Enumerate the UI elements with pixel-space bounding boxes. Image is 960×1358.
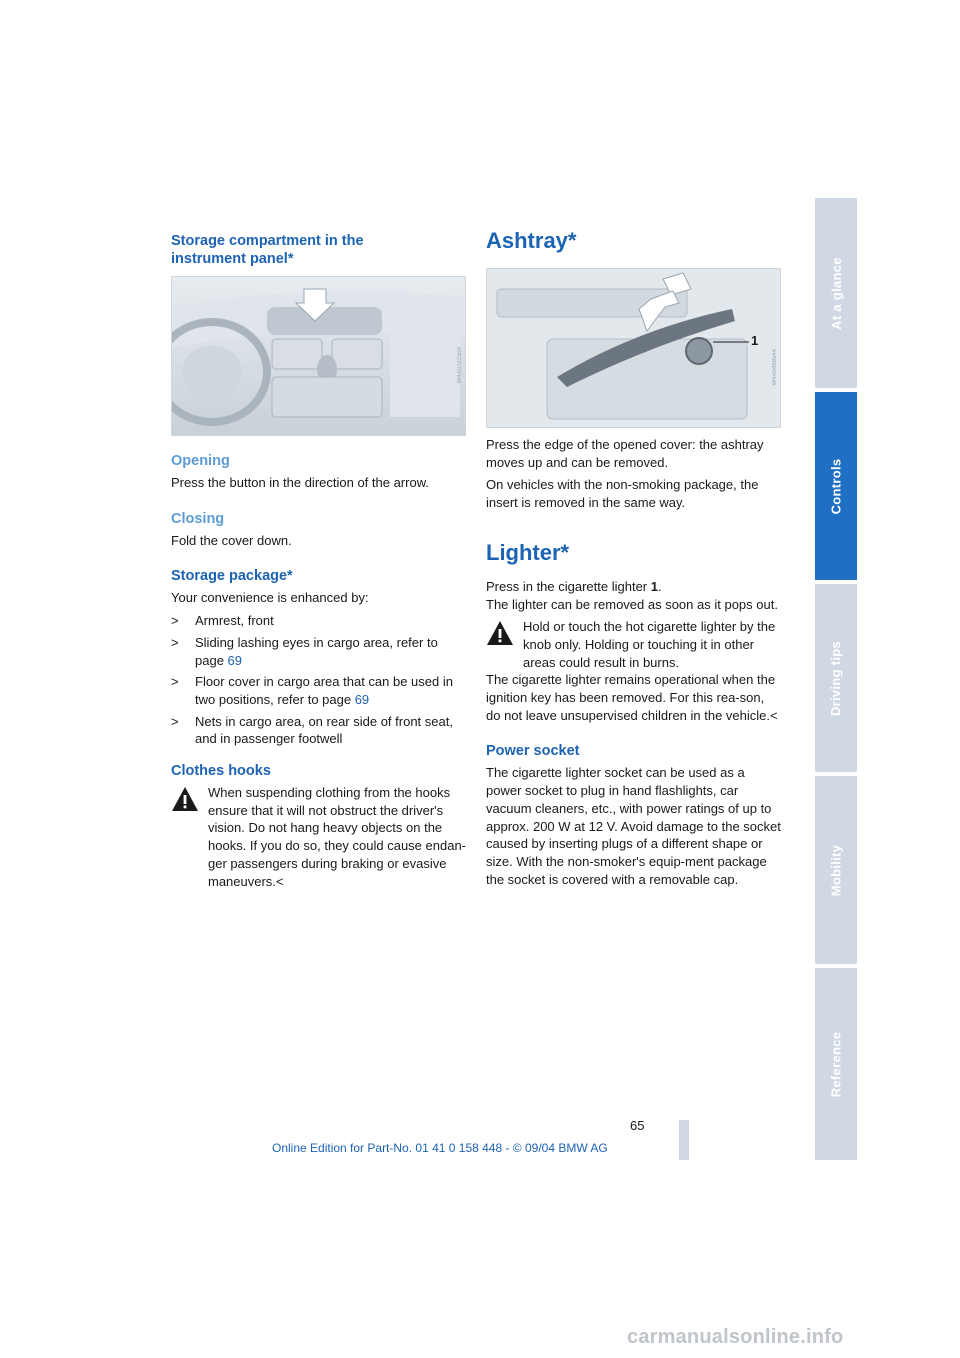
closing-text: Fold the cover down. — [171, 532, 292, 548]
page-link[interactable]: 69 — [354, 691, 370, 707]
clothes-hooks-warning-text: When suspending clothing from the hooks ensure that it will not obstruct the driver's vision. Do not hang heavy objects on the hooks. If you do so, they could cause endan-ger passengers during braking or evasive maneuvers. — [208, 785, 467, 889]
lighter-text-2: The lighter can be removed as soon as it pops out. — [486, 596, 778, 612]
side-tab-driving-tips[interactable]: Driving tips — [815, 584, 857, 772]
side-tab-reference[interactable]: Reference — [815, 968, 857, 1160]
callout-ref: 1 — [650, 578, 658, 594]
opening-text: Press the button in the direction of the arrow. — [171, 475, 429, 490]
ashtray-text-1: Press the edge of the opened cover: the ashtray moves up and can be removed. — [486, 437, 764, 470]
ashtray-photo — [486, 268, 781, 428]
list-item: > Floor cover in cargo area that can be used in two positions, refer to page 69 — [171, 674, 453, 707]
end-marker: < — [275, 873, 284, 889]
storage-package-list — [171, 612, 466, 748]
end-marker: < — [770, 707, 778, 723]
closing-heading: Closing — [171, 510, 225, 527]
clothes-hooks-heading: Clothes hooks — [171, 763, 271, 780]
lighter-text-1: Press in the cigarette lighter 1. — [486, 578, 662, 594]
ashtray-illustration — [487, 269, 780, 427]
callout-number: 1 — [751, 333, 759, 348]
storage-package-intro: Your convenience is enhanced by: — [171, 590, 369, 606]
warning-icon — [486, 620, 514, 646]
bullet-marker: > — [171, 613, 179, 629]
bullet-marker: > — [171, 674, 179, 690]
photo-code: W4A0488544 — [772, 349, 778, 386]
page-number: 65 — [630, 1118, 645, 1133]
clothes-hooks-warning — [171, 784, 466, 890]
photo-code: W4A0721504 — [457, 347, 463, 384]
watermark[interactable]: carmanualsonline.info — [627, 1326, 844, 1348]
left-column — [171, 232, 466, 890]
bullet-marker: > — [171, 713, 179, 729]
lighter-warning-text: Hold or touch the hot cigarette lighter by the knob only. Holding or touching it in other areas could result in burns. — [523, 619, 776, 670]
lighter-heading: Lighter* — [486, 539, 570, 565]
storage-package-heading: Storage package* — [171, 568, 293, 585]
warning-icon — [171, 786, 199, 812]
power-socket-text: The cigarette lighter socket can be used as a power socket to plug in hand flashlights, car vacuum cleaners, etc., with power ratings of up to approx. 200 W at 12 V. Avoid damage to the socket caused by inserting plugs of a different shape or size. With the non-smoker's equip-ment package the socket is covered with a removable cap. — [486, 765, 781, 887]
side-tab-at-a-glance[interactable]: At a glance — [815, 198, 857, 388]
list-item: > Sliding lashing eyes in cargo area, refer to page 69 — [171, 634, 438, 668]
power-socket-heading: Power socket — [486, 743, 580, 760]
lighter-warning — [486, 618, 782, 724]
side-tab-controls[interactable]: Controls — [815, 392, 857, 580]
right-column — [486, 228, 782, 888]
ashtray-text-2: On vehicles with the non-smoking package, the insert is removed in the same way. — [486, 477, 759, 511]
page-link[interactable]: 69 — [227, 652, 243, 668]
list-item: > Armrest, front — [171, 613, 274, 629]
lighter-warning-text-2: The cigarette lighter remains operational when the ignition key has been removed. For this rea-son, do not leave unsupervised children in the vehicle. — [486, 672, 776, 723]
bullet-marker: > — [171, 634, 179, 650]
instrument-panel-photo — [171, 276, 466, 436]
storage-compartment-heading: Storage compartment in the instrument panel* — [171, 233, 364, 267]
opening-heading: Opening — [171, 453, 230, 469]
page-number-bar — [679, 1120, 689, 1160]
ashtray-heading: Ashtray* — [486, 228, 577, 253]
list-item: > Nets in cargo area, on rear side of front seat, and in passenger footwell — [171, 713, 453, 747]
footer-text: Online Edition for Part-No. 01 41 0 158 448 - © 09/04 BMW AG — [272, 1141, 608, 1155]
side-tab-mobility[interactable]: Mobility — [815, 776, 857, 964]
instrument-panel-illustration — [172, 277, 465, 435]
